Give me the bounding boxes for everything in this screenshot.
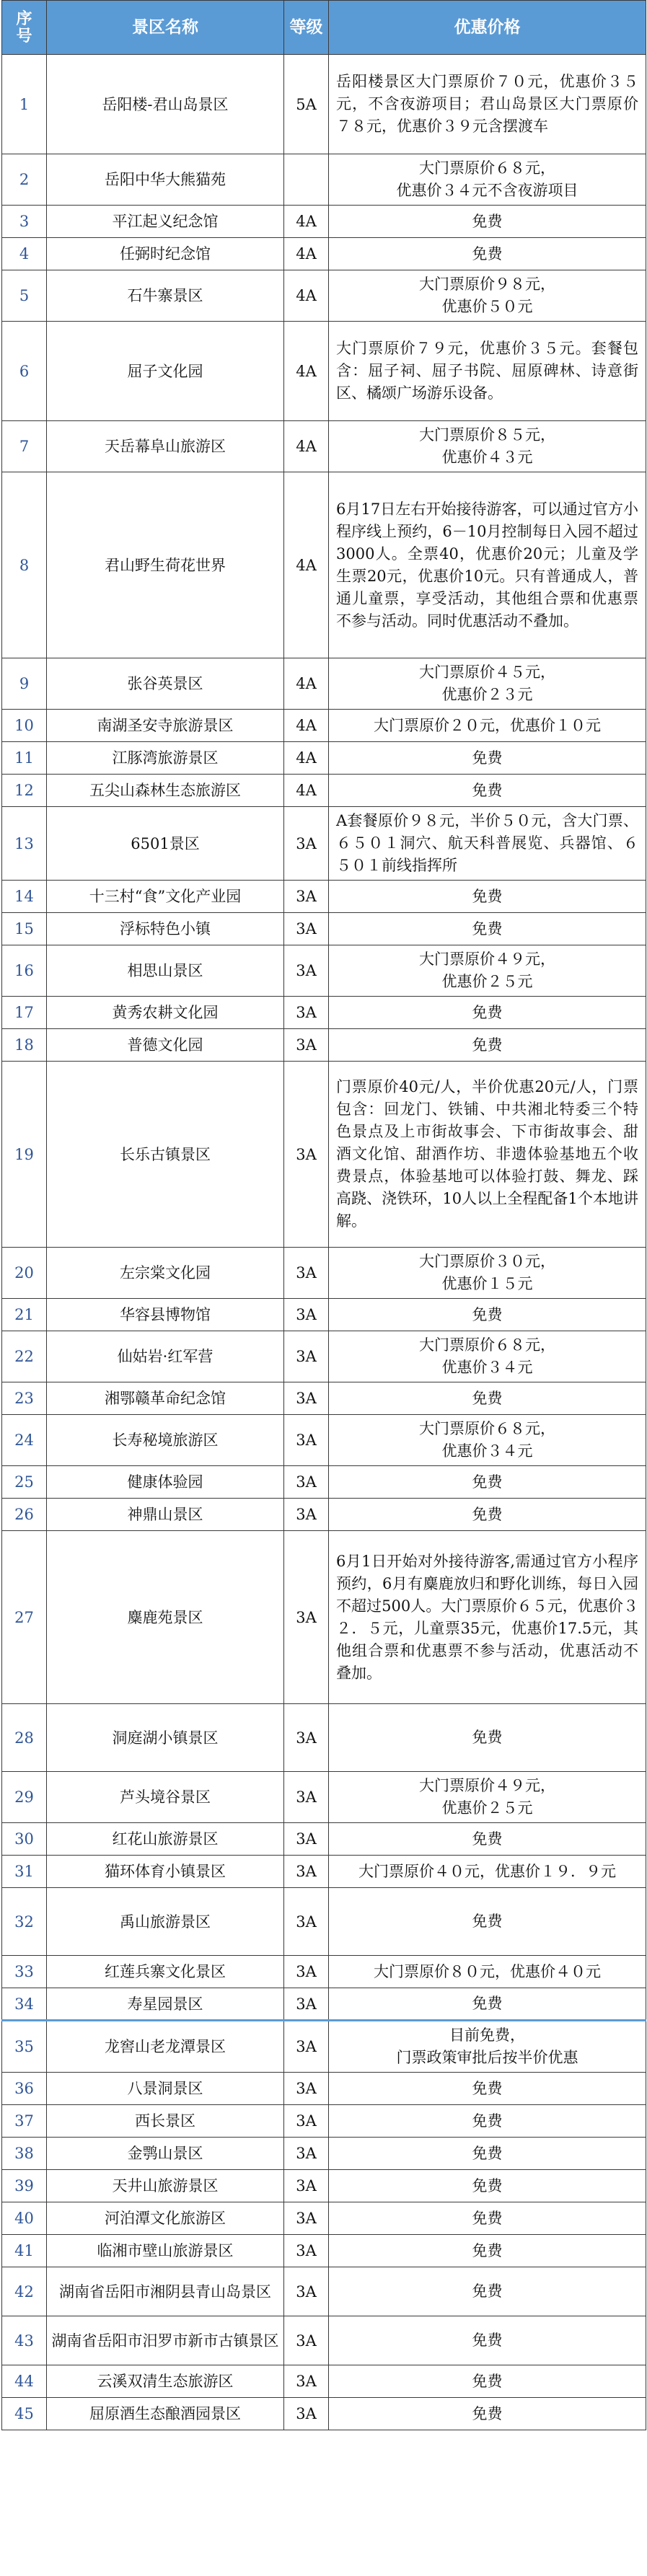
table-row — [2, 322, 646, 421]
row-attraction-name: 健康体验园 — [47, 1466, 284, 1499]
row-attraction-name: 岳阳楼-君山岛景区 — [47, 55, 284, 154]
row-seq: 26 — [2, 1499, 47, 1531]
row-discount-price: 免费 — [329, 775, 646, 807]
table-row — [2, 1299, 646, 1331]
row-discount-price: 6月17日左右开始接待游客，可以通过官方小程序线上预约，6－10月控制每日入园不超过3000人。全票40，优惠价20元；儿童及学生票20元，优惠价10元。只有普通成人，普通儿童票，享受活动，其他组合票和优惠票不参与活动。同时优惠活动不叠加。 — [329, 472, 646, 658]
row-seq: 12 — [2, 775, 47, 807]
row-discount-price: 免费 — [329, 997, 646, 1029]
row-seq: 3 — [2, 206, 47, 238]
row-level: 3A — [284, 1888, 329, 1956]
row-level: 3A — [284, 1704, 329, 1772]
row-level: 4A — [284, 742, 329, 775]
row-seq: 11 — [2, 742, 47, 775]
row-seq: 33 — [2, 1956, 47, 1988]
row-attraction-name: 南湖圣安寺旅游景区 — [47, 710, 284, 742]
row-attraction-name: 天井山旅游景区 — [47, 2170, 284, 2202]
row-attraction-name: 龙窖山老龙潭景区 — [47, 2021, 284, 2073]
row-attraction-name: 云溪双清生态旅游区 — [47, 2365, 284, 2398]
table-row — [2, 2235, 646, 2267]
row-level: 3A — [284, 997, 329, 1029]
row-discount-price: 免费 — [329, 2073, 646, 2105]
row-level: 4A — [284, 206, 329, 238]
table-header — [2, 1, 646, 55]
table-row — [2, 2316, 646, 2365]
row-discount-price: 免费 — [329, 2398, 646, 2430]
row-discount-price: 免费 — [329, 1299, 646, 1331]
table-row — [2, 154, 646, 206]
row-level: 4A — [284, 238, 329, 270]
table-row — [2, 238, 646, 270]
row-attraction-name: 禹山旅游景区 — [47, 1888, 284, 1956]
row-attraction-name: 西长景区 — [47, 2105, 284, 2138]
row-discount-price: 大门票原价３０元， 优惠价１５元 — [329, 1248, 646, 1299]
row-seq: 14 — [2, 881, 47, 913]
row-seq: 35 — [2, 2021, 47, 2073]
row-discount-price: 免费 — [329, 2235, 646, 2267]
row-discount-price: 免费 — [329, 1499, 646, 1531]
row-seq: 4 — [2, 238, 47, 270]
row-attraction-name: 湘鄂赣革命纪念馆 — [47, 1382, 284, 1415]
table-row — [2, 206, 646, 238]
row-discount-price: 免费 — [329, 238, 646, 270]
row-level: 3A — [284, 1823, 329, 1856]
row-attraction-name: 洞庭湖小镇景区 — [47, 1704, 284, 1772]
row-level: 3A — [284, 2398, 329, 2430]
row-discount-price: 大门票原价４９元， 优惠价２５元 — [329, 1772, 646, 1823]
row-level: 4A — [284, 658, 329, 710]
row-seq: 19 — [2, 1062, 47, 1248]
row-attraction-name: 石牛寨景区 — [47, 270, 284, 322]
row-attraction-name: 张谷英景区 — [47, 658, 284, 710]
row-level — [284, 154, 329, 206]
row-seq: 23 — [2, 1382, 47, 1415]
row-attraction-name: 相思山景区 — [47, 945, 284, 997]
row-level: 3A — [284, 2267, 329, 2316]
row-discount-price: 岳阳楼景区大门票原价７０元，优惠价３５元，不含夜游项目；君山岛景区大门票原价７８元，优惠价３９元含摆渡车 — [329, 55, 646, 154]
row-attraction-name: 屈原酒生态酿酒园景区 — [47, 2398, 284, 2430]
row-discount-price: 免费 — [329, 2267, 646, 2316]
row-discount-price: 免费 — [329, 1704, 646, 1772]
row-level: 3A — [284, 2235, 329, 2267]
table-row — [2, 807, 646, 881]
row-level: 3A — [284, 2365, 329, 2398]
row-seq: 24 — [2, 1415, 47, 1466]
row-discount-price: 大门票原价６８元， 优惠价３４元不含夜游项目 — [329, 154, 646, 206]
table-row — [2, 1956, 646, 1988]
row-attraction-name: 寿星园景区 — [47, 1988, 284, 2021]
row-level: 4A — [284, 270, 329, 322]
row-level: 3A — [284, 881, 329, 913]
row-level: 3A — [284, 1988, 329, 2021]
row-level: 3A — [284, 1772, 329, 1823]
row-discount-price: 免费 — [329, 1823, 646, 1856]
row-seq: 22 — [2, 1331, 47, 1382]
row-attraction-name: 猫环体育小镇景区 — [47, 1856, 284, 1888]
header-name: 景区名称 — [47, 1, 284, 55]
row-seq: 32 — [2, 1888, 47, 1956]
row-discount-price: 免费 — [329, 881, 646, 913]
table-row — [2, 1466, 646, 1499]
row-seq: 5 — [2, 270, 47, 322]
row-discount-price: 免费 — [329, 913, 646, 945]
row-seq: 21 — [2, 1299, 47, 1331]
row-attraction-name: 普德文化园 — [47, 1029, 284, 1062]
row-discount-price: 大门票原价７９元，优惠价３５元。套餐包含：屈子祠、屈子书院、屈原碑林、诗意街区、橘颂广场游乐设备。 — [329, 322, 646, 421]
row-seq: 43 — [2, 2316, 47, 2365]
row-attraction-name: 麋鹿苑景区 — [47, 1531, 284, 1704]
row-seq: 30 — [2, 1823, 47, 1856]
table-row — [2, 2365, 646, 2398]
row-discount-price: 免费 — [329, 1988, 646, 2021]
table-row — [2, 421, 646, 472]
row-seq: 2 — [2, 154, 47, 206]
row-discount-price: 门票原价40元/人，半价优惠20元/人，门票包含：回龙门、铁铺、中共湘北特委三个特色景点及上市街故事会、下市街故事会、甜酒文化馆、甜酒作坊、非遗体验基地五个收费景点，体验基地可以体验打鼓、舞龙、踩高跷、浇铁环，10人以上全程配备1个本地讲解。 — [329, 1062, 646, 1248]
header-seq: 序号 — [2, 1, 47, 55]
row-level: 3A — [284, 1956, 329, 1988]
row-seq: 29 — [2, 1772, 47, 1823]
table-row — [2, 1029, 646, 1062]
row-level: 5A — [284, 55, 329, 154]
row-attraction-name: 岳阳中华大熊猫苑 — [47, 154, 284, 206]
row-attraction-name: 长乐古镇景区 — [47, 1062, 284, 1248]
table-row — [2, 742, 646, 775]
row-seq: 39 — [2, 2170, 47, 2202]
row-attraction-name: 黄秀农耕文化园 — [47, 997, 284, 1029]
row-level: 3A — [284, 1499, 329, 1531]
row-discount-price: A套餐原价９８元，半价５０元，含大门票、６５０１洞穴、航天科普展览、兵器馆、６５０１前线指挥所 — [329, 807, 646, 881]
row-seq: 6 — [2, 322, 47, 421]
row-seq: 18 — [2, 1029, 47, 1062]
row-attraction-name: 八景洞景区 — [47, 2073, 284, 2105]
row-seq: 45 — [2, 2398, 47, 2430]
header-price: 优惠价格 — [329, 1, 646, 55]
row-attraction-name: 十三村“食”文化产业园 — [47, 881, 284, 913]
row-level: 4A — [284, 472, 329, 658]
row-attraction-name: 湖南省岳阳市湘阴县青山岛景区 — [47, 2267, 284, 2316]
table-row — [2, 945, 646, 997]
attractions-discount-table — [1, 0, 646, 2430]
row-seq: 27 — [2, 1531, 47, 1704]
row-level: 3A — [284, 2202, 329, 2235]
row-seq: 34 — [2, 1988, 47, 2021]
row-attraction-name: 长寿秘境旅游区 — [47, 1415, 284, 1466]
row-attraction-name: 左宗棠文化园 — [47, 1248, 284, 1299]
table-row — [2, 1499, 646, 1531]
table-row — [2, 472, 646, 658]
row-level: 3A — [284, 807, 329, 881]
row-seq: 15 — [2, 913, 47, 945]
table-row — [2, 270, 646, 322]
table-row — [2, 1704, 646, 1772]
row-seq: 42 — [2, 2267, 47, 2316]
header-level: 等级 — [284, 1, 329, 55]
row-seq: 37 — [2, 2105, 47, 2138]
row-level: 3A — [284, 1248, 329, 1299]
row-attraction-name: 芦头境谷景区 — [47, 1772, 284, 1823]
row-seq: 8 — [2, 472, 47, 658]
row-discount-price: 免费 — [329, 1466, 646, 1499]
row-level: 4A — [284, 421, 329, 472]
table-row — [2, 1331, 646, 1382]
row-discount-price: 目前免费， 门票政策审批后按半价优惠 — [329, 2021, 646, 2073]
row-attraction-name: 屈子文化园 — [47, 322, 284, 421]
row-attraction-name: 湖南省岳阳市汨罗市新市古镇景区 — [47, 2316, 284, 2365]
row-discount-price: 免费 — [329, 206, 646, 238]
row-attraction-name: 仙姑岩·红军营 — [47, 1331, 284, 1382]
row-seq: 25 — [2, 1466, 47, 1499]
row-attraction-name: 天岳幕阜山旅游区 — [47, 421, 284, 472]
row-level: 3A — [284, 1029, 329, 1062]
row-discount-price: 免费 — [329, 1382, 646, 1415]
row-level: 3A — [284, 1415, 329, 1466]
row-attraction-name: 华容县博物馆 — [47, 1299, 284, 1331]
row-discount-price: 大门票原价４０元，优惠价１９．９元 — [329, 1856, 646, 1888]
row-seq: 9 — [2, 658, 47, 710]
table-row — [2, 1531, 646, 1704]
row-level: 3A — [284, 2316, 329, 2365]
row-level: 3A — [284, 1466, 329, 1499]
table-row — [2, 2170, 646, 2202]
row-level: 3A — [284, 1299, 329, 1331]
row-attraction-name: 浮标特色小镇 — [47, 913, 284, 945]
row-seq: 17 — [2, 997, 47, 1029]
row-seq: 38 — [2, 2138, 47, 2170]
row-discount-price: 大门票原价２０元，优惠价１０元 — [329, 710, 646, 742]
row-discount-price: 大门票原价９８元， 优惠价５０元 — [329, 270, 646, 322]
row-discount-price: 大门票原价８０元，优惠价４０元 — [329, 1956, 646, 1988]
row-level: 3A — [284, 1382, 329, 1415]
row-discount-price: 大门票原价４９元， 优惠价２５元 — [329, 945, 646, 997]
row-level: 3A — [284, 2170, 329, 2202]
row-discount-price: 免费 — [329, 1029, 646, 1062]
row-seq: 31 — [2, 1856, 47, 1888]
row-attraction-name: 君山野生荷花世界 — [47, 472, 284, 658]
header-row — [2, 1, 646, 55]
table-row — [2, 2021, 646, 2073]
table-row — [2, 1888, 646, 1956]
row-attraction-name: 任弼时纪念馆 — [47, 238, 284, 270]
table-row — [2, 658, 646, 710]
table-row — [2, 1856, 646, 1888]
table-row — [2, 2398, 646, 2430]
table-row — [2, 775, 646, 807]
table-row — [2, 1772, 646, 1823]
table-row — [2, 1823, 646, 1856]
row-seq: 10 — [2, 710, 47, 742]
row-level: 3A — [284, 1531, 329, 1704]
row-discount-price: 大门票原价４５元， 优惠价２３元 — [329, 658, 646, 710]
row-discount-price: 免费 — [329, 2170, 646, 2202]
row-discount-price: 免费 — [329, 2202, 646, 2235]
row-discount-price: 免费 — [329, 2365, 646, 2398]
table-row — [2, 2202, 646, 2235]
table-row — [2, 710, 646, 742]
row-attraction-name: 临湘市壁山旅游景区 — [47, 2235, 284, 2267]
row-discount-price: 免费 — [329, 2105, 646, 2138]
row-seq: 40 — [2, 2202, 47, 2235]
row-discount-price: 免费 — [329, 2316, 646, 2365]
row-level: 4A — [284, 322, 329, 421]
row-seq: 28 — [2, 1704, 47, 1772]
row-seq: 16 — [2, 945, 47, 997]
row-discount-price: 6月1日开始对外接待游客,需通过官方小程序预约，6月有麋鹿放归和野化训练，每日入园不超过500人。大门票原价６５元，优惠价３２．５元，儿童票35元，优惠价17.5元，其他组合票和优惠票不参与活动，优惠活动不叠加。 — [329, 1531, 646, 1704]
table-row — [2, 2138, 646, 2170]
row-attraction-name: 红花山旅游景区 — [47, 1823, 284, 1856]
row-level: 3A — [284, 2021, 329, 2073]
table-row — [2, 1248, 646, 1299]
table-row — [2, 997, 646, 1029]
row-level: 3A — [284, 2105, 329, 2138]
table-row — [2, 2105, 646, 2138]
row-seq: 44 — [2, 2365, 47, 2398]
row-attraction-name: 平江起义纪念馆 — [47, 206, 284, 238]
row-attraction-name: 红莲兵寨文化景区 — [47, 1956, 284, 1988]
row-discount-price: 免费 — [329, 2138, 646, 2170]
row-level: 3A — [284, 2073, 329, 2105]
row-seq: 7 — [2, 421, 47, 472]
table-row — [2, 1382, 646, 1415]
row-attraction-name: 五尖山森林生态旅游区 — [47, 775, 284, 807]
row-seq: 1 — [2, 55, 47, 154]
row-attraction-name: 6501景区 — [47, 807, 284, 881]
row-level: 4A — [284, 710, 329, 742]
row-level: 3A — [284, 1062, 329, 1248]
table-row — [2, 1415, 646, 1466]
row-discount-price: 大门票原价８５元， 优惠价４３元 — [329, 421, 646, 472]
table-body — [2, 55, 646, 2430]
table-row — [2, 881, 646, 913]
row-level: 3A — [284, 1856, 329, 1888]
table-row — [2, 1988, 646, 2021]
table-row — [2, 55, 646, 154]
row-discount-price: 免费 — [329, 742, 646, 775]
row-level: 3A — [284, 913, 329, 945]
attractions-table-wrapper — [1, 0, 646, 2576]
row-discount-price: 大门票原价６８元， 优惠价３４元 — [329, 1331, 646, 1382]
row-attraction-name: 河泊潭文化旅游区 — [47, 2202, 284, 2235]
row-discount-price: 大门票原价６８元， 优惠价３４元 — [329, 1415, 646, 1466]
row-seq: 41 — [2, 2235, 47, 2267]
row-attraction-name: 金鹗山景区 — [47, 2138, 284, 2170]
row-level: 4A — [284, 775, 329, 807]
row-seq: 13 — [2, 807, 47, 881]
row-seq: 20 — [2, 1248, 47, 1299]
table-row — [2, 1062, 646, 1248]
row-attraction-name: 神鼎山景区 — [47, 1499, 284, 1531]
table-row — [2, 2073, 646, 2105]
row-attraction-name: 江豚湾旅游景区 — [47, 742, 284, 775]
table-row — [2, 2267, 646, 2316]
row-seq: 36 — [2, 2073, 47, 2105]
row-discount-price: 免费 — [329, 1888, 646, 1956]
table-row — [2, 913, 646, 945]
row-level: 3A — [284, 945, 329, 997]
row-level: 3A — [284, 2138, 329, 2170]
row-level: 3A — [284, 1331, 329, 1382]
